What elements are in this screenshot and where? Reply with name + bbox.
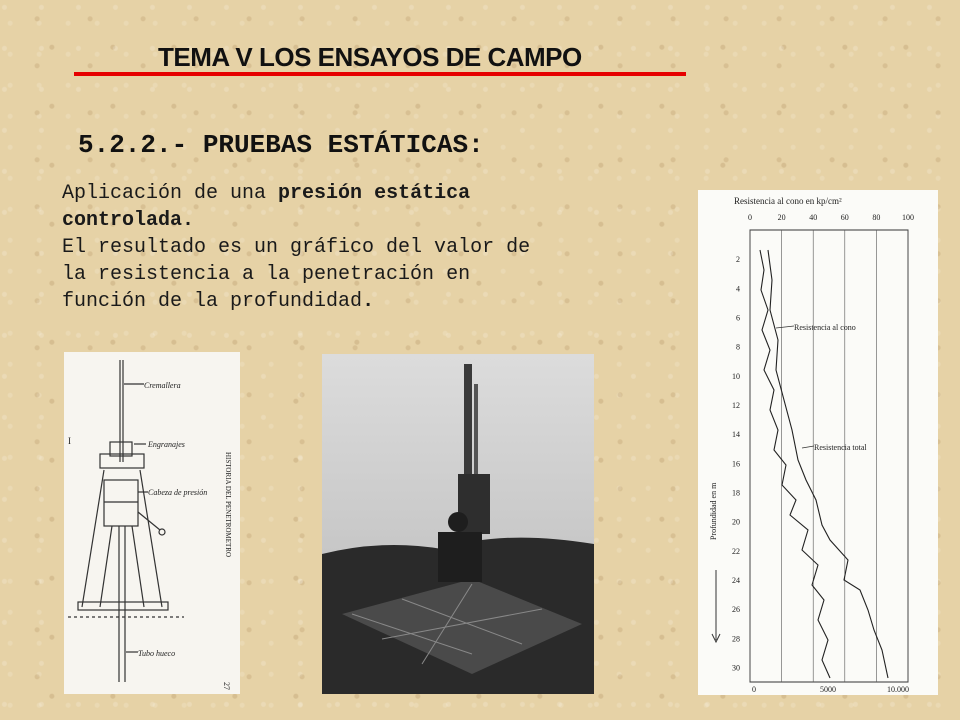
penetrometer-drawing-svg: [64, 352, 240, 694]
graph-top-title: Resistencia al cono en kp/cm²: [734, 196, 842, 206]
label-cabeza: Cabeza de presión: [148, 488, 208, 497]
label-page-num: 27: [222, 682, 231, 690]
top-tick-label: 80: [872, 213, 881, 222]
depth-tick-label: 20: [732, 517, 740, 527]
body-line1-bold: presión estática: [278, 182, 471, 205]
graph-y-label: Profundidad en m: [709, 482, 718, 540]
depth-tick-label: 16: [732, 459, 740, 469]
top-tick-label: 40: [809, 213, 818, 222]
annotation-total: Resistencia total: [814, 443, 867, 452]
field-photo-svg: [322, 354, 594, 694]
bottom-tick-label: 5000: [820, 685, 836, 694]
penetrometer-drawing: [64, 352, 240, 694]
body-line1-prefix: Aplicación de una: [62, 182, 279, 205]
depth-tick-label: 26: [732, 605, 740, 615]
annotation-cone: Resistencia al cono: [794, 323, 856, 332]
depth-tick-label: 10: [732, 371, 740, 381]
title-underline: [74, 72, 686, 76]
depth-tick-label: 6: [736, 313, 740, 323]
depth-tick-label: 24: [732, 575, 740, 585]
body-line2-bold: controlada.: [62, 209, 195, 232]
top-tick-label: 100: [902, 213, 914, 222]
label-tubo: Tubo hueco: [138, 649, 176, 658]
depth-tick-label: 30: [732, 663, 740, 673]
label-side-text: HISTORIA DEL PENETROMETRO: [224, 452, 232, 557]
body-text: [62, 180, 702, 315]
cpt-graph-svg: [698, 190, 938, 695]
label-engranajes: Engranajes: [148, 440, 185, 449]
cone-resistance-curve: [760, 250, 830, 678]
bottom-tick-label: 10.000: [887, 685, 909, 694]
body-line4: la resistencia a la penetración en: [62, 263, 471, 286]
top-tick-label: 0: [748, 213, 752, 222]
graph-bottom-ticks: [752, 685, 909, 694]
cpt-graph: [698, 190, 938, 695]
top-tick-label: 60: [840, 213, 849, 222]
depth-tick-label: 12: [732, 400, 740, 410]
depth-tick-label: 18: [732, 488, 740, 498]
depth-tick-label: 28: [732, 634, 740, 644]
label-roman: I: [68, 436, 71, 446]
graph-depth-ticks: [732, 255, 740, 672]
label-cremallera: Cremallera: [144, 381, 181, 390]
slide-title: TEMA V LOS ENSAYOS DE CAMPO: [158, 42, 582, 72]
depth-tick-label: 8: [736, 342, 740, 352]
field-photo: [322, 354, 594, 694]
graph-top-ticks: [748, 213, 914, 222]
body-line3: El resultado es un gráfico del valor de: [62, 236, 531, 259]
depth-tick-label: 2: [736, 255, 740, 265]
section-subtitle: 5.2.2.- PRUEBAS ESTÁTICAS:: [78, 130, 484, 160]
top-tick-label: 20: [777, 213, 786, 222]
depth-tick-label: 4: [736, 284, 740, 294]
body-line5-bold: .: [362, 290, 375, 313]
bottom-tick-label: 0: [752, 685, 756, 694]
depth-tick-label: 22: [732, 546, 740, 556]
body-line5-prefix: función de la profundidad: [62, 290, 363, 313]
total-resistance-curve: [768, 250, 888, 678]
depth-tick-label: 14: [732, 430, 740, 440]
